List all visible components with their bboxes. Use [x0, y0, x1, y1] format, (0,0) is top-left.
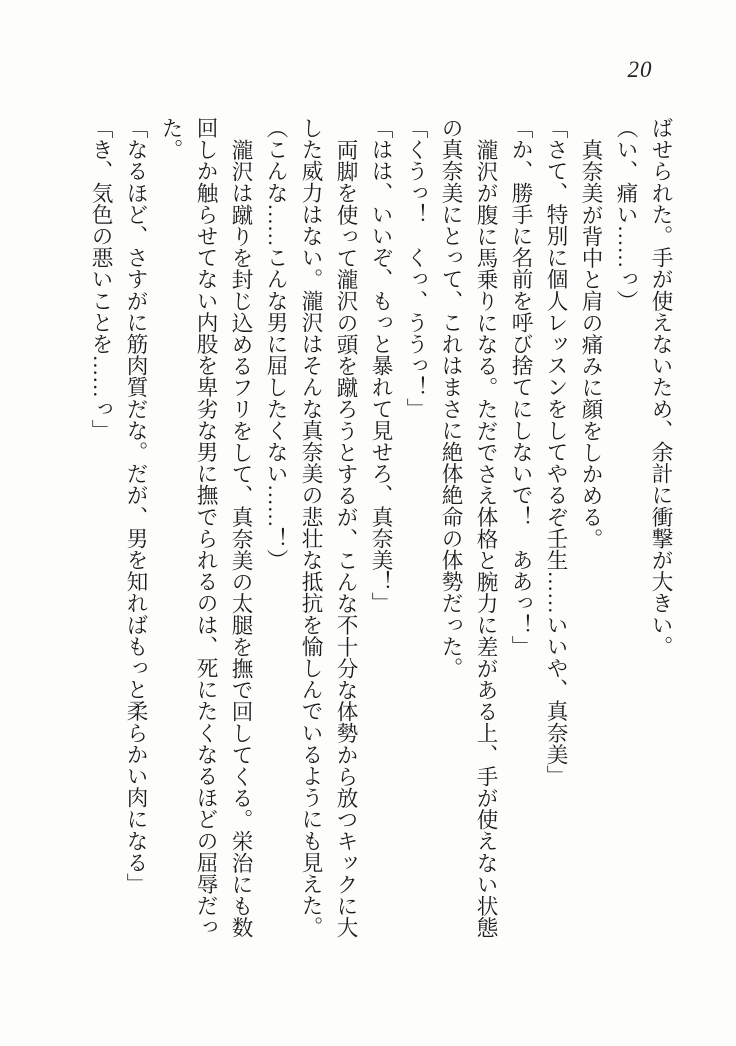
text-column: （い、痛い……っ）: [614, 117, 638, 312]
text-column: た。: [159, 117, 183, 161]
page-text-block: [83, 117, 678, 941]
text-column: 「か、勝手に名前を呼び捨てにしないで！ ああっ！」: [509, 117, 533, 657]
text-column: の真奈美にとって、これはまさに絶体絶命の体勢だった。: [439, 117, 463, 679]
text-column: 「くうっ！ くっ、ううっ！」: [404, 117, 428, 420]
page-number: 20: [627, 57, 653, 82]
text-column: 「さて、特別に個人レッスンをしてやるぞ壬生……いいや、真奈美」: [544, 117, 568, 787]
text-column: 回しか触らせてない内股を卑劣な男に撫でられるのは、死にたくなるほどの屈辱だっ: [194, 117, 218, 938]
text-column: 「はは、いいぞ、もっと暴れて見せろ、真奈美！」: [369, 117, 393, 614]
text-column: 瀧沢は蹴りを封じ込めるフリをして、真奈美の太腿を撫で回してくる。栄治にも数: [229, 138, 253, 938]
text-column: （こんな……こんな男に屈したくない……！）: [264, 117, 288, 571]
text-column: 瀧沢が腹に馬乗りになる。ただでさえ体格と腕力に差がある上、手が使えない状態: [474, 138, 498, 938]
text-column: 両脚を使って瀧沢の頭を蹴ろうとするが、こんな不十分な体勢から放つキックに大: [334, 138, 358, 938]
text-column: した威力はない。瀧沢はそんな真奈美の悲壮な抵抗を愉しんでいるようにも見えた。: [299, 117, 323, 938]
text-column: 「き、気色の悪いことを……っ」: [89, 117, 113, 441]
text-column: ばせられた。手が使えないため、余計に衝撃が大きい。: [649, 117, 673, 657]
text-column: 真奈美が背中と肩の痛みに顔をしかめる。: [579, 138, 603, 549]
text-column: 「なるほど、さすがに筋肉質だな。だが、男を知ればもっと柔らかい肉になる」: [124, 117, 148, 895]
